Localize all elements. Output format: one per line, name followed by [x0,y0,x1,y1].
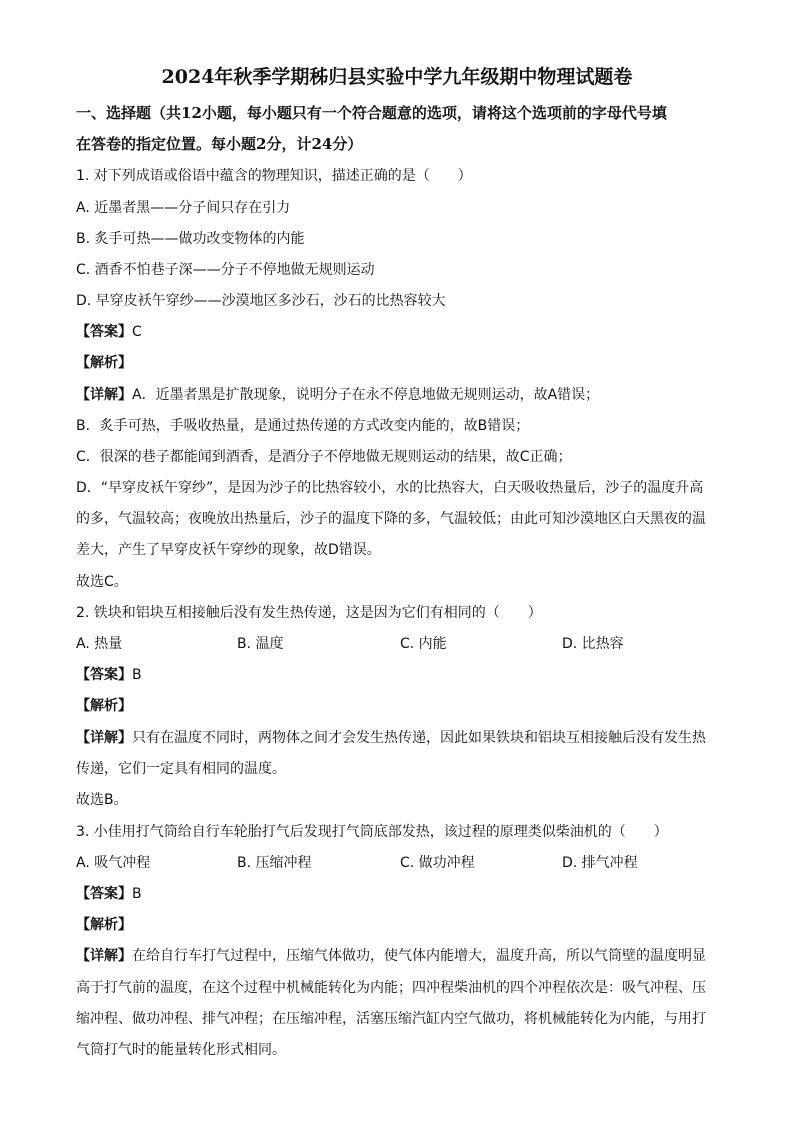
q3-option-a: A. 吸气冲程 [76,855,151,871]
detail-text: A．近墨者黑是扩散现象，说明分子在永不停息地做无规则运动，故A错误； [132,387,600,403]
q3-option-d: D. 排气冲程 [562,855,638,871]
q1-detail-line3: C．很深的巷子都能闻到酒香，是酒分子不停地做无规则运动的结果，故C正确； [76,449,572,465]
q2-option-a: A. 热量 [76,636,123,652]
q3-option-c: C. 做功冲程 [400,855,475,871]
q3-detail-line3: 缩冲程、做功冲程、排气冲程；在压缩冲程，活塞压缩汽缸内空气做功，将机械能转化为内能，与用打 [76,1011,706,1027]
detail-tag: 【详解】 [76,948,132,964]
q1-detail-line6: 差大，产生了早穿皮袄午穿纱的现象，故D错误。 [76,542,381,558]
detail-text: 在给自行车打气过程中，压缩气体做功，使气体内能增大，温度升高，所以气筒壁的温度明显 [132,948,706,964]
q1-detail-line5: 的多，气温较高；夜晚放出热量后，沙子的温度下降的多，气温较低；由此可知沙漠地区白天黑夜的温 [76,511,706,527]
q1-stem: 1. 对下列成语或俗语中蕴含的物理知识，描述正确的是（ ） [76,168,472,184]
section-heading-line1: 一、选择题（共12小题，每小题只有一个符合题意的选项，请将这个选项前的字母代号填 [76,104,667,122]
answer-value: B [132,667,142,683]
q2-option-d: D. 比热容 [562,636,624,652]
q2-detail-line1 [76,728,706,748]
q2-detail-line2: 传递，它们一定具有相同的温度。 [76,761,286,777]
q3-option-b: B. 压缩冲程 [237,855,312,871]
page-title: 2024年秋季学期秭归县实验中学九年级期中物理试题卷 [161,66,633,88]
q1-detail-line1 [76,385,599,405]
q3-detail-line2: 高于打气前的温度，在这个过程中机械能转化为内能；四冲程柴油机的四个冲程依次是：吸气冲程、压 [76,980,706,996]
q2-answer [76,665,142,685]
q1-analysis-tag: 【解析】 [76,355,132,371]
q3-analysis-tag: 【解析】 [76,917,132,933]
detail-text: 只有在温度不同时，两物体之间才会发生热传递，因此如果铁块和铝块互相接触后没有发生热 [132,730,706,746]
q2-analysis-tag: 【解析】 [76,698,132,714]
answer-value: C [132,324,142,340]
answer-tag: 【答案】 [76,324,132,340]
q2-option-c: C. 内能 [400,636,447,652]
section-heading-line2: 在答卷的指定位置。每小题2分，计24分） [76,135,363,153]
q1-option-b: B. 炙手可热——做功改变物体的内能 [76,231,305,247]
answer-tag: 【答案】 [76,667,132,683]
detail-tag: 【详解】 [76,387,132,403]
q2-stem: 2. 铁块和铝块互相接触后没有发生热传递，这是因为它们有相同的（ ） [76,605,542,621]
q2-option-b: B. 温度 [237,636,284,652]
q1-answer [76,322,142,342]
q3-detail-line1 [76,946,706,966]
q1-detail-line4: D．“早穿皮袄午穿纱”，是因为沙子的比热容较小，水的比热容大，白天吸收热量后，沙子的温度升高 [76,480,704,496]
q1-option-d: D. 早穿皮袄午穿纱——沙漠地区多沙石，沙石的比热容较大 [76,293,446,309]
answer-value: B [132,886,142,902]
answer-tag: 【答案】 [76,886,132,902]
q1-option-c: C. 酒香不怕巷子深——分子不停地做无规则运动 [76,262,375,278]
q3-stem: 3. 小佳用打气筒给自行车轮胎打气后发现打气筒底部发热，该过程的原理类似柴油机的（ ） [76,824,668,840]
q1-conclusion: 故选C。 [76,574,128,590]
q2-conclusion: 故选B。 [76,792,128,808]
q1-detail-line2: B．炙手可热，手吸收热量，是通过热传递的方式改变内能的，故B错误； [76,418,530,434]
q1-option-a: A. 近墨者黑——分子间只存在引力 [76,200,291,216]
q3-detail-line4: 气筒打气时的能量转化形式相同。 [76,1042,286,1058]
detail-tag: 【详解】 [76,730,132,746]
q3-answer [76,884,142,904]
